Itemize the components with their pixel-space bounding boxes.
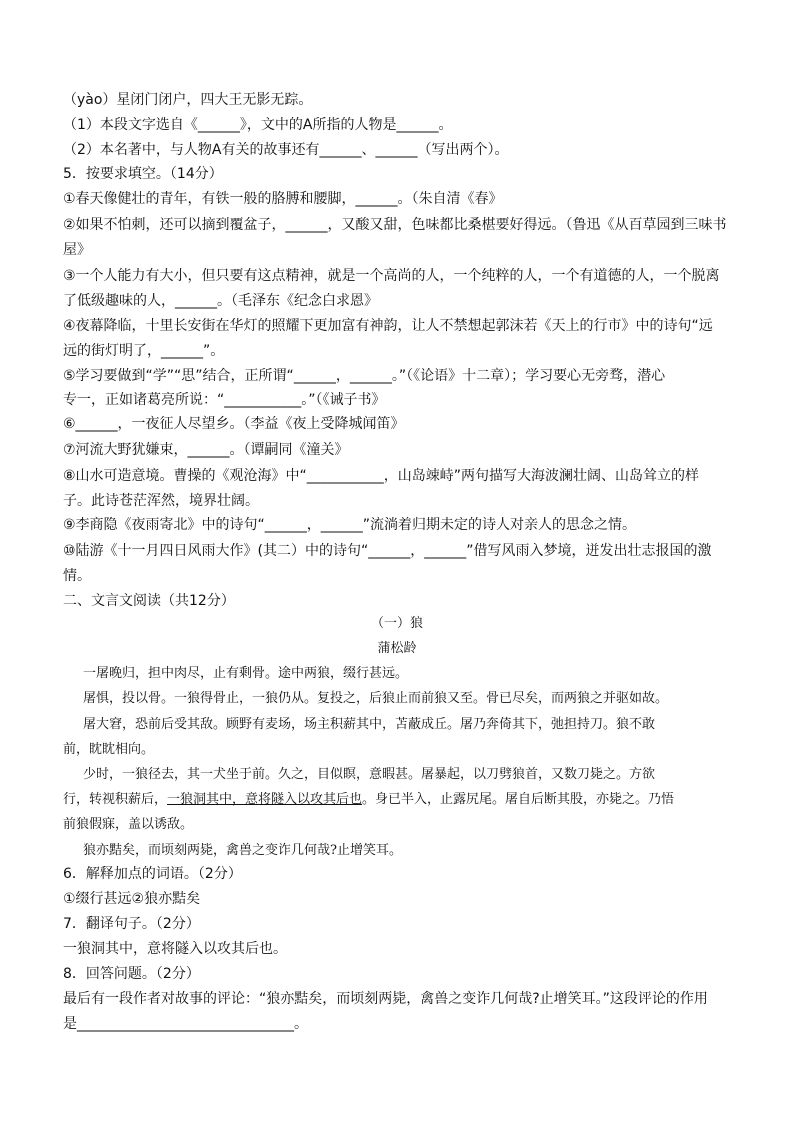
fill-item: ④夜幕降临，十里长安街在华灯的照耀下更加富有神韵，让人不禁想起郭沫若《天上的行市》中的诗句“远 (63, 318, 713, 334)
passage-line: 屠大窘，恐前后受其敌。顾野有麦场，场主积薪其中，苫蔽成丘。屠乃奔倚其下，弛担持刀。狼不敢 (83, 717, 656, 732)
question-line: （2）本名著中，与人物A有关的故事还有______、______（写出两个）。 (63, 142, 509, 158)
section-heading: 二、文言文阅读（共12分） (63, 593, 235, 609)
question-line: 最后有一段作者对故事的评论：“狼亦黠矣，而顷刻两毙，禽兽之变诈几何哉?止增笑耳。”这段评论的作用 (63, 991, 708, 1007)
fill-item: 专一，正如诸葛亮所说：“___________。”（《诫子书》 (63, 392, 386, 408)
fill-item: ⑧山水可造意境。曹操的《观沧海》中“___________，山岛竦峙”两句描写大海波澜壮阔、山岛耸立的样 (63, 468, 700, 484)
fill-item: 了低级趣味的人，______。（毛泽东《纪念白求恩》 (63, 293, 378, 309)
question-heading: 8．回答问题。（2分） (63, 966, 200, 982)
question-heading: 6．解释加点的词语。（2分） (63, 866, 242, 882)
passage-line (63, 790, 754, 810)
fill-item: ②如果不怕刺，还可以摘到覆盆子，______，又酸又甜，色味都比桑椹要好得远。（鲁迅《从百草园到三味书 (63, 217, 727, 233)
text-line: （yào）星闭门闭户，四大王无影无踪。 (63, 92, 313, 108)
passage-title: （一）狼 (370, 616, 423, 631)
section-heading: 5．按要求填空。（14分） (63, 166, 223, 182)
fill-item: ③一个人能力有大小，但只要有这点精神，就是一个高尚的人，一个纯粹的人，一个有道德的人，一个脱离 (63, 268, 720, 284)
passage-text: 。身已半入，止露尻尾。屠自后断其股，亦毙之。乃悟 (362, 792, 675, 807)
passage-line: 前狼假寐，盖以诱敌。 (63, 817, 194, 832)
answer-line: 是_______________________________。 (63, 1016, 308, 1032)
question-line: ①缀行甚远②狼亦黠矣 (63, 891, 201, 907)
passage-author: 蒲松龄 (377, 641, 417, 656)
passage-text: 行，转视积薪后， (63, 792, 168, 807)
fill-item: ⑦河流大野犹嫌束，______。（谭嗣同《潼关》 (63, 442, 349, 458)
fill-item: 屋》 (63, 242, 91, 258)
fill-item: ⑥______，一夜征人尽望乡。（李益《夜上受降城闻笛》 (63, 416, 405, 432)
fill-item: ①春天像健壮的青年，有铁一般的胳膊和腰脚，______。（朱自清《春》 (63, 191, 503, 207)
question-heading: 7．翻译句子。（2分） (63, 916, 200, 932)
fill-item: 情。 (63, 568, 91, 584)
passage-line: 屠惧，投以骨。一狼得骨止，一狼仍从。复投之，后狼止而前狼又至。骨已尽矣，而两狼之并驱如故。 (83, 691, 669, 706)
fill-item: 子。此诗苍茫浑然，境界壮阔。 (63, 493, 259, 509)
passage-line: 狼亦黠矣，而顷刻两毙，禽兽之变诈几何哉?止增笑耳。 (83, 843, 402, 858)
fill-item: ⑩陆游《十一月四日风雨大作》(其二）中的诗句“______，______”借写风雨入梦境，迸发出壮志报国的激 (63, 543, 712, 559)
question-line: 一狼洞其中，意将隧入以攻其后也。 (63, 941, 287, 957)
passage-line: 少时，一狼径去，其一犬坐于前。久之，目似瞑，意暇甚。屠暴起，以刀劈狼首，又数刀毙之。方欲 (83, 767, 656, 782)
passage-line: 前，眈眈相向。 (63, 742, 155, 757)
underlined-sentence: 一狼洞其中，意将隧入以攻其后也 (167, 792, 363, 807)
fill-item: ⑤学习要做到“学”“思”结合，正所谓“______，______。”（《论语》十二章）；学习要心无旁骛，潜心 (63, 368, 666, 384)
fill-item: 远的街灯明了，______”。 (63, 343, 225, 359)
fill-item: ⑨李商隐《夜雨寄北》中的诗句“______，______”流淌着归期未定的诗人对亲人的思念之情。 (63, 517, 637, 533)
passage-line: 一屠晚归，担中肉尽，止有剩骨。途中两狼，缀行甚远。 (83, 666, 409, 681)
question-line: （1）本段文字选自《______》，文中的A所指的人物是______。 (63, 117, 453, 133)
